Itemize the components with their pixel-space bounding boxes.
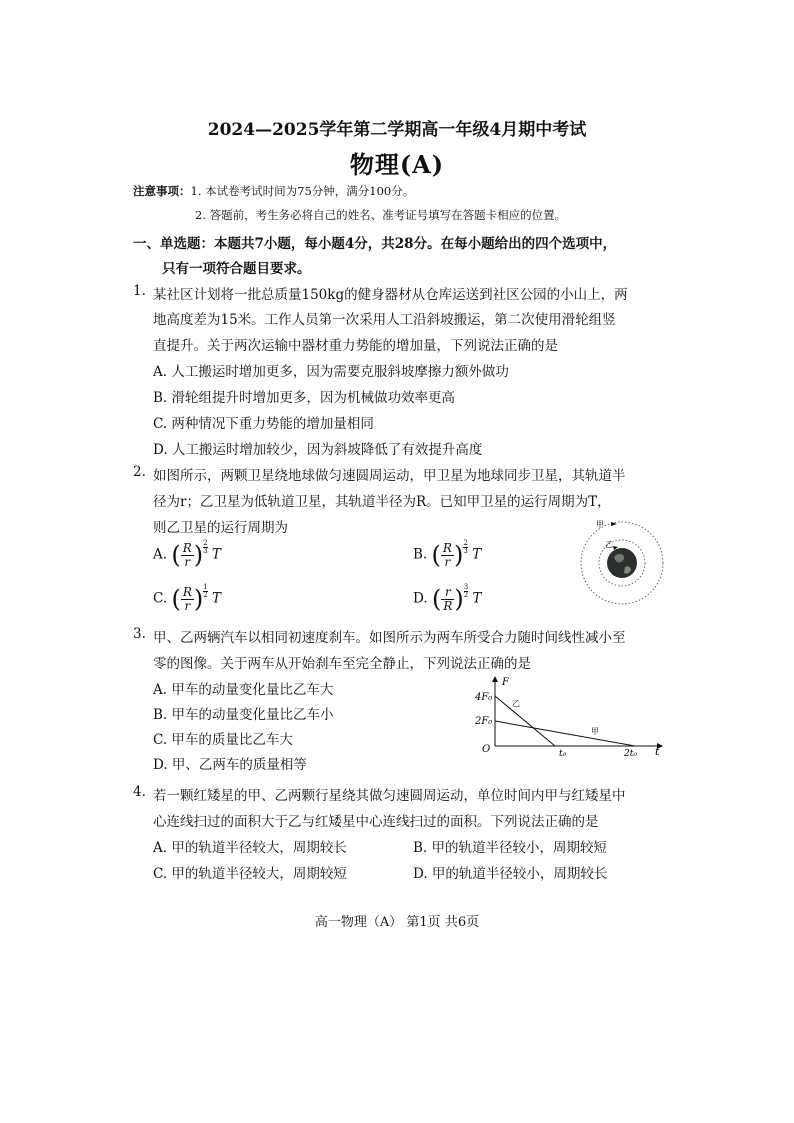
- q1-option-a: A. 人工搬运时增加更多，因为需要克服斜坡摩擦力额外做功: [153, 364, 509, 380]
- q3-stem-line-2: 零的图像。关于两车从开始刹车至完全静止，下列说法正确的是: [153, 656, 531, 672]
- origin-label: O: [482, 744, 491, 755]
- fraction: $\frac{r}{R}$: [443, 584, 453, 613]
- q1-option-d: D. 人工搬运时增加较少，因为斜坡降低了有效提升高度: [153, 442, 483, 458]
- q3-option-b: B. 甲车的动量变化量比乙车小: [153, 707, 334, 723]
- y-axis-label: F: [502, 677, 509, 688]
- q3-number: 3.: [133, 626, 146, 642]
- label-jia: 甲: [591, 727, 599, 736]
- q2-option-b: B. ( $\frac{R}{r}$ ) $\frac{2}{3}$ T: [413, 539, 482, 569]
- exponent: $\frac{2}{3}$: [463, 539, 468, 555]
- q4-stem-line-1: 若一颗红矮星的甲、乙两颗行星绕其做匀速圆周运动，单位时间内甲与红矮星中: [153, 788, 626, 804]
- q3-option-a: A. 甲车的动量变化量比乙车大: [153, 682, 334, 698]
- page-footer: 高一物理（A） 第1页 共6页: [314, 915, 480, 930]
- exponent: $\frac{3}{2}$: [463, 583, 469, 599]
- q4-option-b: B. 甲的轨道半径较小，周期较短: [413, 840, 608, 856]
- satellite-orbit-figure: [578, 515, 668, 607]
- q4-option-a: A. 甲的轨道半径较大，周期较长: [153, 840, 347, 856]
- q4-option-c: C. 甲的轨道半径较大，周期较短: [153, 866, 347, 882]
- subject-title: 物理(A): [349, 150, 445, 179]
- q3-stem-line-1: 甲、乙两辆汽车以相同初速度刹车。如图所示为两车所受合力随时间线性减小至: [153, 630, 626, 646]
- option-label: A.: [153, 546, 168, 563]
- q3-option-d: D. 甲、乙两车的质量相等: [153, 757, 307, 773]
- exam-title: 2024—2025学年第二学期高一年级4月期中考试: [207, 120, 587, 140]
- option-label: B.: [413, 546, 428, 563]
- q1-option-c: C. 两种情况下重力势能的增加量相同: [153, 416, 374, 432]
- q4-stem-line-2: 心连线扫过的面积大于乙与红矮星中心连线扫过的面积。下列说法正确的是: [153, 814, 599, 830]
- q2-stem-line-2: 径为r；乙卫星为低轨道卫星，其轨道半径为R。已知甲卫星的运行周期为T，: [153, 494, 611, 510]
- notice-item-1: 1. 本试卷考试时间为75分钟，满分100分。: [190, 184, 415, 198]
- q2-option-d: D. ( $\frac{r}{R}$ ) $\frac{3}{2}$ T: [413, 583, 482, 613]
- y-tick-2f0: 2F₀: [475, 716, 493, 727]
- notice-label: 注意事项：: [133, 184, 191, 198]
- fraction: $\frac{R}{r}$: [182, 584, 192, 613]
- exponent: $\frac{2}{3}$: [203, 539, 208, 555]
- fraction: $\frac{R}{r}$: [442, 540, 452, 569]
- q2-option-c: C. ( $\frac{R}{r}$ ) $\frac{1}{2}$ T: [153, 583, 222, 613]
- label-jia: 甲: [596, 520, 604, 529]
- fraction: $\frac{R}{r}$: [182, 540, 192, 569]
- line-jia: [495, 721, 635, 746]
- q1-stem-line-3: 直提升。关于两次运输中器材重力势能的增加量，下列说法正确的是: [153, 338, 558, 354]
- force-time-graph: [475, 674, 665, 762]
- x-axis-label: t: [655, 745, 660, 758]
- x-tick-t0: t₀: [559, 749, 567, 759]
- section-heading-line-2: 只有一项符合题目要求。: [162, 261, 311, 277]
- option-label: D.: [413, 590, 428, 607]
- q2-stem-line-3: 则乙卫星的运行周期为: [153, 520, 288, 536]
- q3-option-c: C. 甲车的质量比乙车大: [153, 732, 293, 748]
- q4-number: 4.: [133, 784, 146, 800]
- q2-option-a: A. ( $\frac{R}{r}$ ) $\frac{2}{3}$ T: [153, 539, 221, 569]
- q1-number: 1.: [133, 283, 146, 299]
- q1-stem-line-1: 某社区计划将一批总质量150kg的健身器材从仓库运送到社区公园的小山上，两: [153, 287, 628, 303]
- earth-icon: [607, 548, 637, 578]
- q1-option-b: B. 滑轮组提升时增加更多，因为机械做功效率更高: [153, 390, 456, 406]
- exponent: $\frac{1}{2}$: [203, 583, 208, 599]
- q2-stem-line-1: 如图所示，两颗卫星绕地球做匀速圆周运动，甲卫星为地球同步卫星，其轨道半: [153, 468, 626, 484]
- y-tick-4f0: 4F₀: [475, 692, 493, 703]
- x-tick-2t0: 2t₀: [624, 749, 637, 759]
- y-axis-arrow: [492, 676, 498, 682]
- q4-option-d: D. 甲的轨道半径较小，周期较长: [413, 866, 608, 882]
- label-yi: 乙: [512, 699, 520, 708]
- section-heading-line-1: 一、单选题：本题共7小题，每小题4分，共28分。在每小题给出的四个选项中，: [133, 236, 617, 252]
- option-label: C.: [153, 590, 168, 607]
- notice-line-1: [133, 183, 414, 199]
- line-yi: [495, 696, 555, 746]
- label-yi: 乙: [605, 540, 613, 549]
- q1-stem-line-2: 地高度差为15米。工作人员第一次采用人工沿斜坡搬运，第二次使用滑轮组竖: [153, 312, 616, 328]
- q2-number: 2.: [133, 464, 146, 480]
- notice-item-2: 2. 答题前，考生务必将自己的姓名、准考证号填写在答题卡相应的位置。: [195, 208, 567, 222]
